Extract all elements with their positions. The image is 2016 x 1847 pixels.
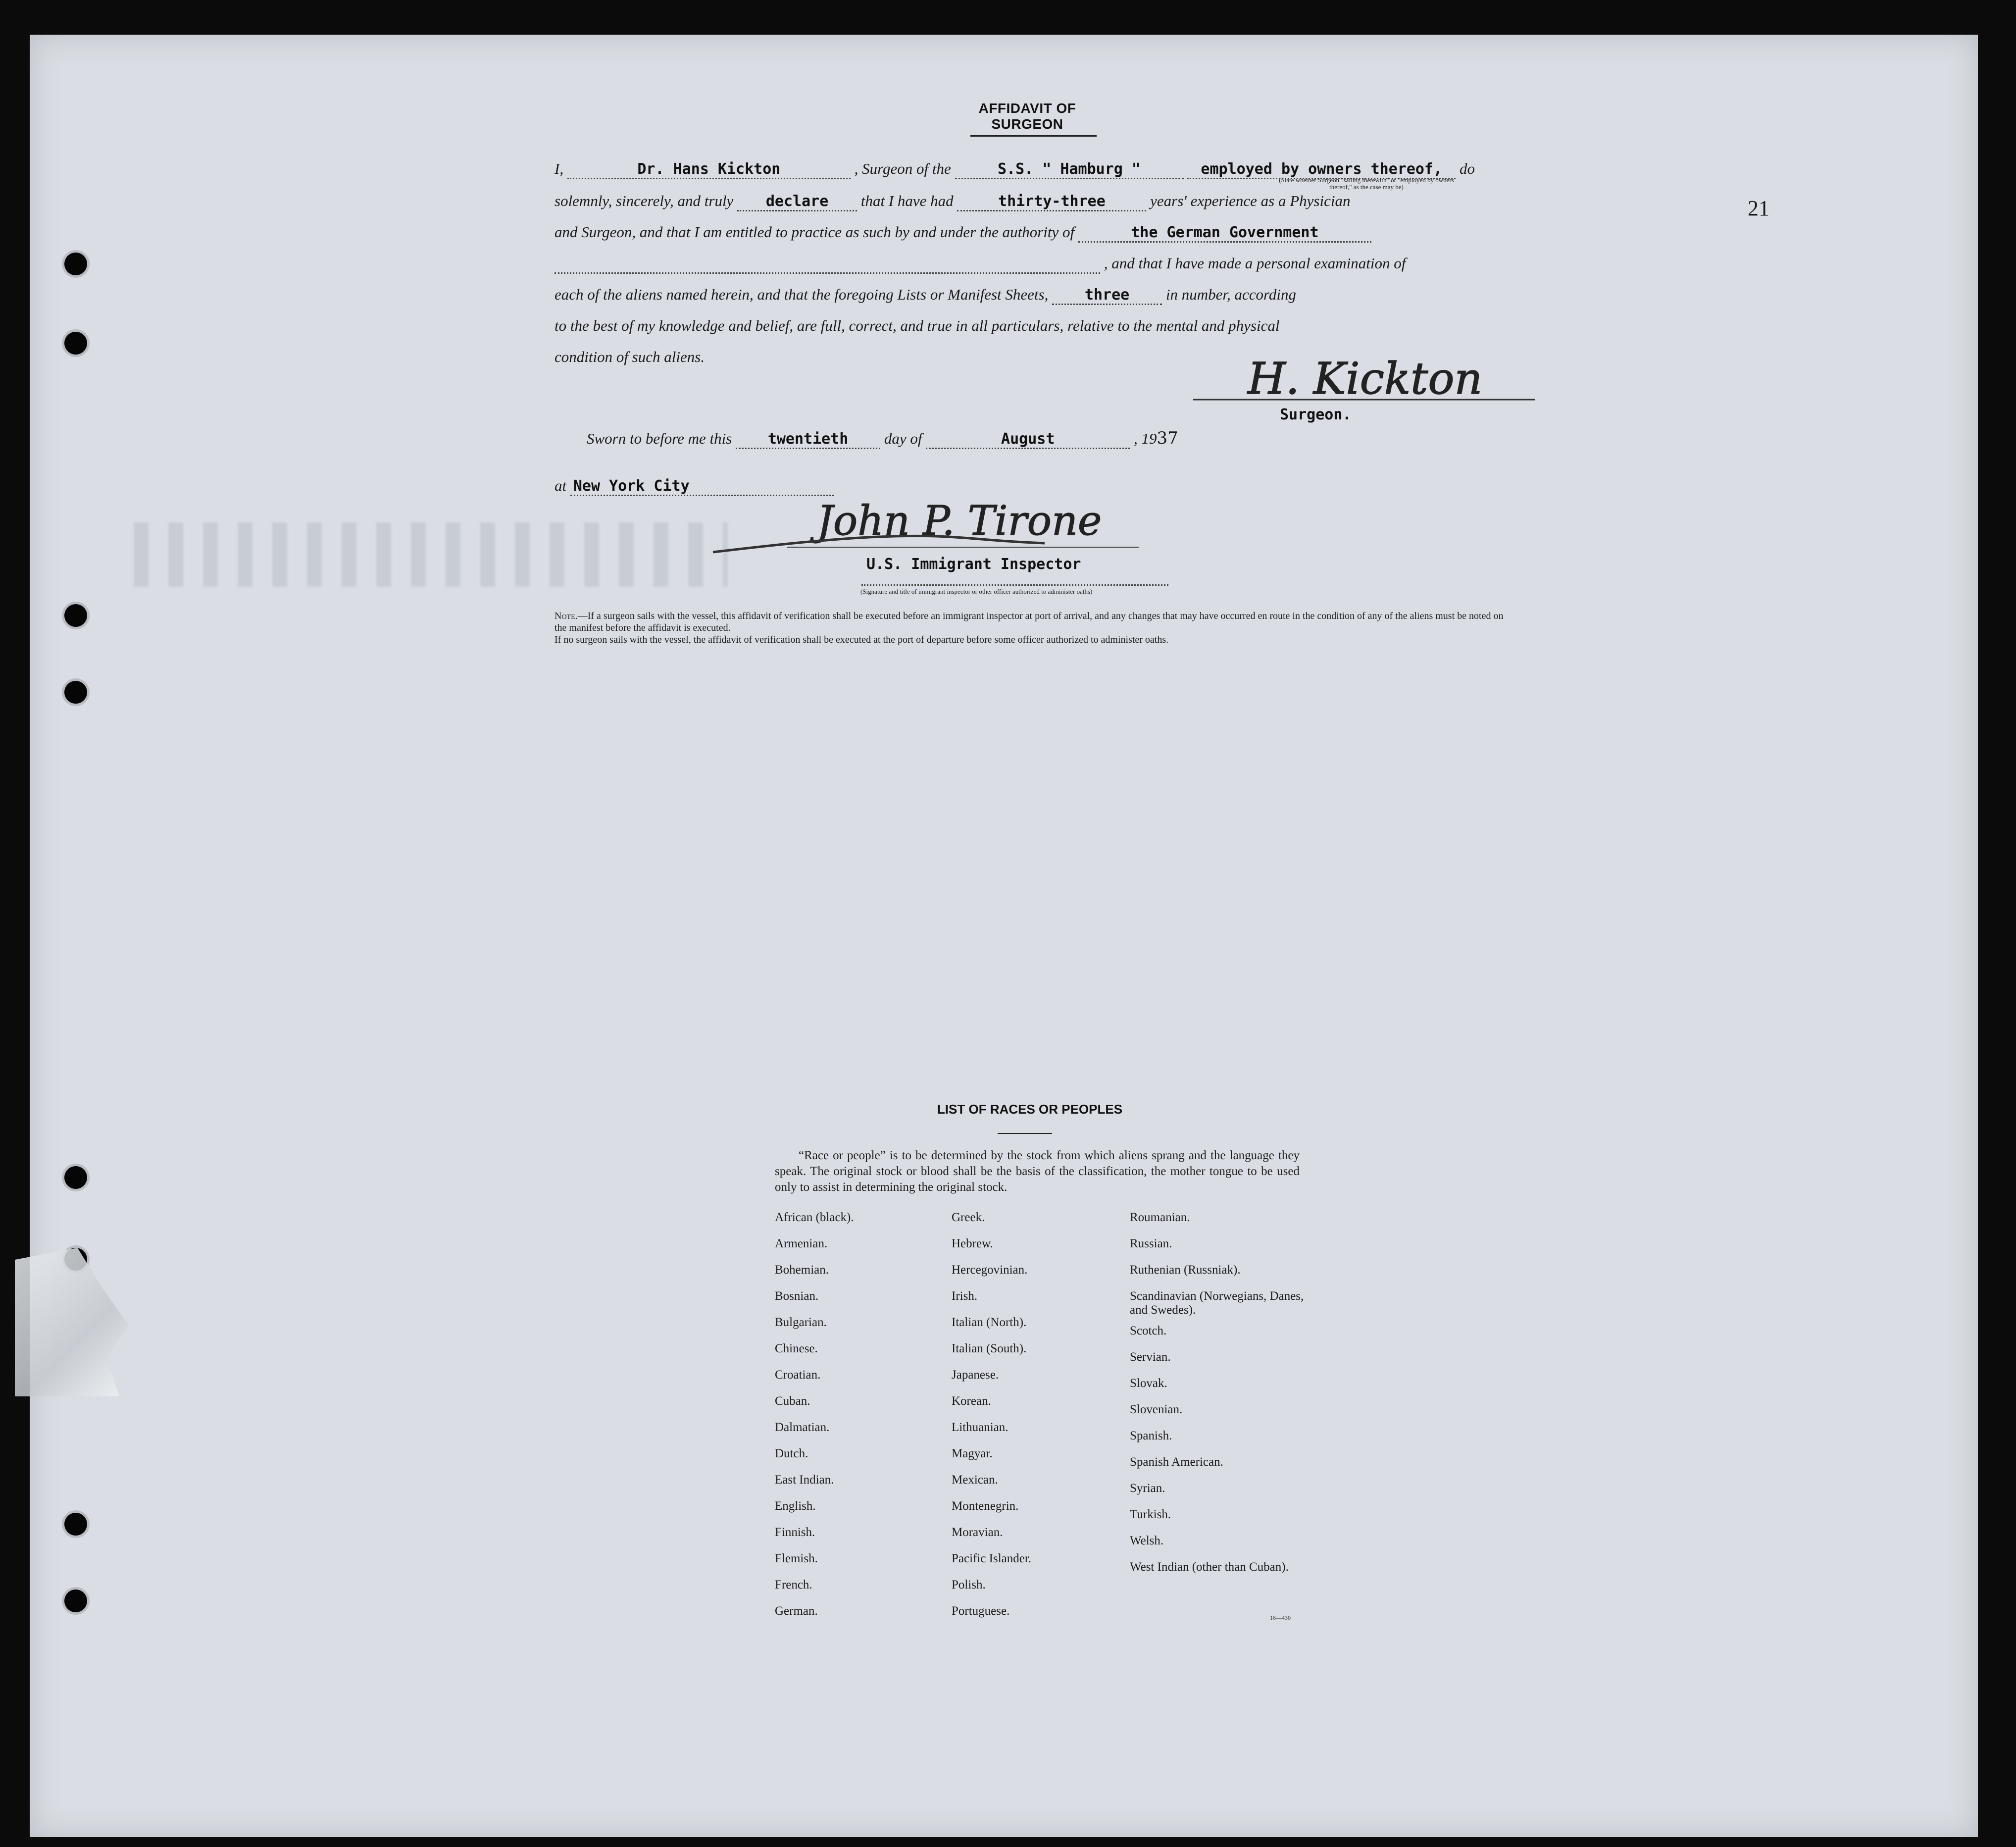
torn-edge xyxy=(15,1248,129,1396)
sworn-text: Sworn to before me this xyxy=(587,430,732,447)
ship-name-field: S.S. " Hamburg " xyxy=(955,160,1184,179)
authority-field: the German Government xyxy=(1078,224,1371,243)
race-item: Finnish. xyxy=(775,1526,815,1539)
according-text: in number, according xyxy=(1165,286,1297,303)
affidavit-line-4 xyxy=(554,255,1520,274)
race-item: Korean. xyxy=(952,1394,991,1408)
races-title: LIST OF RACES OR PEOPLES xyxy=(937,1102,1123,1117)
race-item: Flemish. xyxy=(775,1552,818,1565)
race-item: Cuban. xyxy=(775,1394,810,1408)
affidavit-line-3 xyxy=(554,223,1520,243)
race-item: Dalmatian. xyxy=(775,1421,830,1434)
inspector-title: U.S. Immigrant Inspector xyxy=(866,556,1081,573)
races-intro: “Race or people” is to be determined by the stock from which aliens sprang and the language they speak. The original stock or blood shall be the basis of the classification, the mother tongue to be used only to assist in determining the original stock. xyxy=(775,1149,1300,1194)
employment-field: employed by owners thereof, xyxy=(1187,160,1456,179)
affidavit-line-6: to the best of my knowledge and belief, are full, correct, and true in all particulars, relative to the mental and physical xyxy=(554,317,1280,334)
race-item: Pacific Islander. xyxy=(952,1552,1032,1565)
note-text-1: —If a surgeon sails with the vessel, this affidavit of verification shall be executed before an immigrant inspector at port of arrival, and any changes that may have occurred en route in the condition of any of the aliens must be noted on the manifest before the affidavit is executed. xyxy=(554,611,1504,633)
place-field: New York City xyxy=(570,477,834,496)
sworn-line xyxy=(587,428,1552,449)
race-item: Spanish. xyxy=(1130,1429,1172,1442)
bleed-through-marks xyxy=(134,522,728,587)
race-item: Japanese. xyxy=(952,1368,999,1382)
years-field: thirty-three xyxy=(957,193,1146,211)
race-item: Russian. xyxy=(1130,1237,1172,1250)
race-item: Ruthenian (Russniak). xyxy=(1130,1263,1241,1277)
race-item: Welsh. xyxy=(1130,1534,1164,1547)
binder-hole-icon xyxy=(64,253,87,275)
race-item: Spanish American. xyxy=(1130,1455,1223,1469)
race-item: Turkish. xyxy=(1130,1508,1171,1521)
sheets-count-field: three xyxy=(1052,286,1162,305)
race-item: Mexican. xyxy=(952,1473,998,1487)
form-code: 16—430 xyxy=(1270,1614,1291,1621)
race-item: Greek. xyxy=(952,1211,985,1224)
note-text-2: If no surgeon sails with the vessel, the affidavit of verification shall be executed at the port of departure before some officer authorized to administer oaths. xyxy=(554,634,1169,645)
races-column-2 xyxy=(952,1211,1031,1631)
race-item: Lithuanian. xyxy=(952,1421,1008,1434)
race-item: Syrian. xyxy=(1130,1482,1165,1495)
affidavit-line-7: condition of such aliens. xyxy=(554,348,705,365)
affidavit-title: AFFIDAVIT OF SURGEON xyxy=(978,101,1076,132)
race-item: Armenian. xyxy=(775,1237,828,1250)
race-item: African (black). xyxy=(775,1211,854,1224)
authority-text: and Surgeon, and that I am entitled to practice as such by and under the authority of xyxy=(554,223,1075,241)
race-item: Montenegrin. xyxy=(952,1499,1019,1513)
note-paragraph xyxy=(554,610,1510,646)
race-item: Roumanian. xyxy=(1130,1211,1190,1224)
surgeon-of-text: , Surgeon of the xyxy=(854,160,951,177)
inspector-signature xyxy=(698,483,1183,597)
title-underline xyxy=(970,135,1097,137)
binder-hole-icon xyxy=(64,1513,87,1536)
page-number: 21 xyxy=(1748,196,1769,220)
surgeon-label: Surgeon. xyxy=(1280,406,1352,423)
races-title-underline xyxy=(998,1133,1052,1134)
race-item: Magyar. xyxy=(952,1447,993,1460)
do-text: do xyxy=(1460,160,1475,177)
race-item: Scandinavian (Norwegians, Danes, and Swedes). xyxy=(1130,1289,1304,1317)
affidavit-line-2 xyxy=(554,192,1520,211)
race-item: Bosnian. xyxy=(775,1289,819,1303)
examination-text: , and that I have made a personal examination of xyxy=(1104,255,1406,272)
binder-hole-icon xyxy=(64,1166,87,1189)
at-text: at xyxy=(554,477,567,494)
binder-hole-icon xyxy=(64,681,87,704)
surgeon-signature-text: H. Kickton xyxy=(1248,353,1483,404)
experience-text: that I have had xyxy=(860,192,954,209)
race-item: Irish. xyxy=(952,1289,978,1303)
race-item: Chinese. xyxy=(775,1342,818,1355)
manifest-sheet xyxy=(30,35,1978,1837)
inspector-signature-rule xyxy=(861,584,1168,586)
race-item: Slovenian. xyxy=(1130,1403,1183,1416)
race-item: Italian (North). xyxy=(952,1316,1027,1329)
race-item: English. xyxy=(775,1499,816,1513)
declare-field: declare xyxy=(737,193,857,211)
affidavit-line-5 xyxy=(554,286,1520,305)
employment-hint: (State whether Surgeon "sailing therewith" or "employed by owners thereof," as the case may be) xyxy=(1279,176,1454,191)
manifest-sheets-text: each of the aliens named herein, and that the foregoing Lists or Manifest Sheets, xyxy=(554,286,1049,303)
declaration-text: solemnly, sincerely, and truly xyxy=(554,192,734,209)
year-prefix-text: , 19 xyxy=(1133,430,1157,447)
race-item: Bulgarian. xyxy=(775,1316,827,1329)
binder-hole-icon xyxy=(64,332,87,355)
authority-continuation-field xyxy=(554,255,1100,274)
race-item: French. xyxy=(775,1578,812,1591)
race-item: Slovak. xyxy=(1130,1377,1167,1390)
race-item: German. xyxy=(775,1604,818,1618)
race-item: Portuguese. xyxy=(952,1604,1010,1618)
race-item: Polish. xyxy=(952,1578,986,1591)
race-item: Bohemian. xyxy=(775,1263,829,1277)
inspector-caption: (Signature and title of immigrant inspector or other officer authorized to administer oaths) xyxy=(860,588,1093,595)
race-item: Italian (South). xyxy=(952,1342,1027,1355)
surgeon-name-field: Dr. Hans Kickton xyxy=(567,160,851,179)
race-item: East Indian. xyxy=(775,1473,834,1487)
race-item: Hercegovinian. xyxy=(952,1263,1028,1277)
race-item: Dutch. xyxy=(775,1447,808,1460)
race-item: West Indian (other than Cuban). xyxy=(1130,1560,1289,1574)
surgeon-signature xyxy=(1193,349,1540,413)
race-item: Moravian. xyxy=(952,1526,1003,1539)
races-column-1 xyxy=(775,1211,854,1631)
inspector-signature-text: John P. Tirone xyxy=(817,498,1102,545)
physician-text: years' experience as a Physician xyxy=(1150,192,1351,209)
race-item: Scotch. xyxy=(1130,1324,1167,1337)
sworn-month-field: August xyxy=(926,430,1130,449)
race-item: Servian. xyxy=(1130,1350,1171,1364)
day-of-text: day of xyxy=(884,430,922,447)
year-suffix: 37 xyxy=(1157,428,1178,448)
pronoun-text: I, xyxy=(554,160,564,177)
race-item: Hebrew. xyxy=(952,1237,993,1250)
race-item: Croatian. xyxy=(775,1368,821,1382)
note-lead: Note. xyxy=(554,611,578,621)
races-column-3 xyxy=(1130,1211,1308,1595)
sworn-day-field: twentieth xyxy=(736,430,880,449)
binder-hole-icon xyxy=(64,604,87,627)
binder-hole-icon xyxy=(64,1590,87,1612)
